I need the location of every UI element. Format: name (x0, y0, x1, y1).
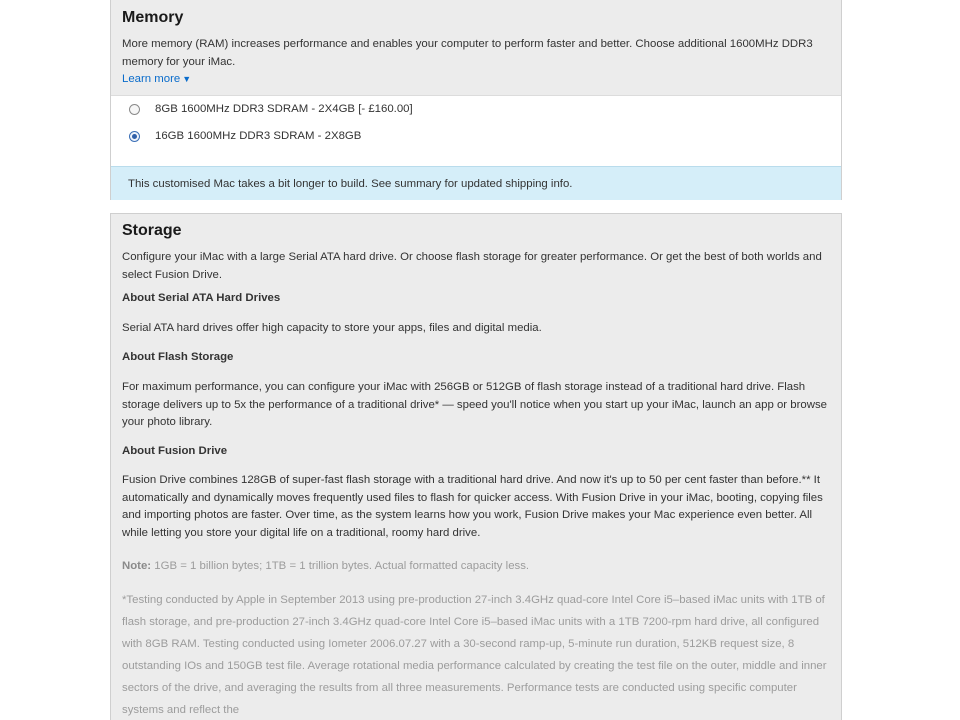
sata-heading: About Serial ATA Hard Drives (122, 292, 281, 304)
note-label: Note: (122, 560, 152, 572)
radio-16gb[interactable] (129, 131, 140, 142)
fusion-text: Fusion Drive combines 128GB of super-fast flash storage with a traditional hard drive. And now it's up to 50 per cent faster than before.** It automatically and dynamically moves frequently used files to flash for quicker access. With Fusion Drive in your iMac, booting, copying files and importing photos are faster. Over time, as the system learns how you work, Fusion Drive makes your Mac experience even better. All while letting you store your digital life on a traditional, roomy hard drive. (122, 474, 823, 539)
memory-options (111, 95, 841, 166)
learn-more-link[interactable] (122, 73, 191, 85)
learn-more-label[interactable]: Learn more (122, 73, 181, 85)
storage-intro: Configure your iMac with a large Serial ATA hard drive. Or choose flash storage for greater performance. Or get the best of both worlds and select Fusion Drive. (122, 251, 822, 281)
notice-text: This customised Mac takes a bit longer to build. See summary for updated shipping info. (128, 178, 573, 190)
memory-description: More memory (RAM) increases performance and enables your computer to perform faster and better. Choose additional 1600MHz DDR3 memory for your iMac. (122, 38, 813, 68)
storage-section (110, 213, 842, 720)
build-time-notice (111, 166, 841, 200)
memory-option-16gb[interactable] (129, 127, 361, 145)
chevron-down-icon: ▼ (182, 74, 192, 84)
flash-heading: About Flash Storage (122, 351, 234, 363)
memory-option-label[interactable]: 8GB 1600MHz DDR3 SDRAM - 2X4GB [- £160.00] (155, 103, 413, 115)
flash-text: For maximum performance, you can configure your iMac with 256GB or 512GB of flash storage instead of a traditional hard drive. Flash storage delivers up to 5x the performance of a traditional drive* — speed you'll notice when you start up your iMac, launch an app or browse your photo library. (122, 381, 827, 428)
memory-option-label[interactable]: 16GB 1600MHz DDR3 SDRAM - 2X8GB (155, 130, 362, 142)
storage-title: Storage (122, 222, 182, 239)
fusion-heading: About Fusion Drive (122, 445, 228, 457)
radio-8gb[interactable] (129, 104, 140, 115)
capacity-note (122, 558, 827, 576)
note-text: 1GB = 1 billion bytes; 1TB = 1 trillion bytes. Actual formatted capacity less. (151, 560, 530, 572)
memory-section (110, 0, 842, 200)
memory-option-8gb[interactable] (129, 100, 413, 118)
testing-footnote: *Testing conducted by Apple in September 2013 using pre-production 27-inch 3.4GHz quad-core Intel Core i5–based iMac units with 1TB of flash storage, and pre-production 27-inch 3.4GHz quad-core Intel Core i5–based iMac units with a 1TB 7200-rpm hard drive, all configured with 8GB RAM. Testing conducted using Iometer 2006.07.27 with a 30-second ramp-up, 5-minute run duration, 512KB request size, 8 outstanding IOs and 150GB test file. Average rotational media performance calculated by creating the test file on the outer, middle and inner sectors of the drive, and averaging the results from all three measurements. Performance tests are conducted using specific computer systems and reflect the (122, 594, 827, 716)
sata-text: Serial ATA hard drives offer high capacity to store your apps, files and digital media. (122, 322, 542, 334)
memory-title: Memory (122, 9, 184, 26)
